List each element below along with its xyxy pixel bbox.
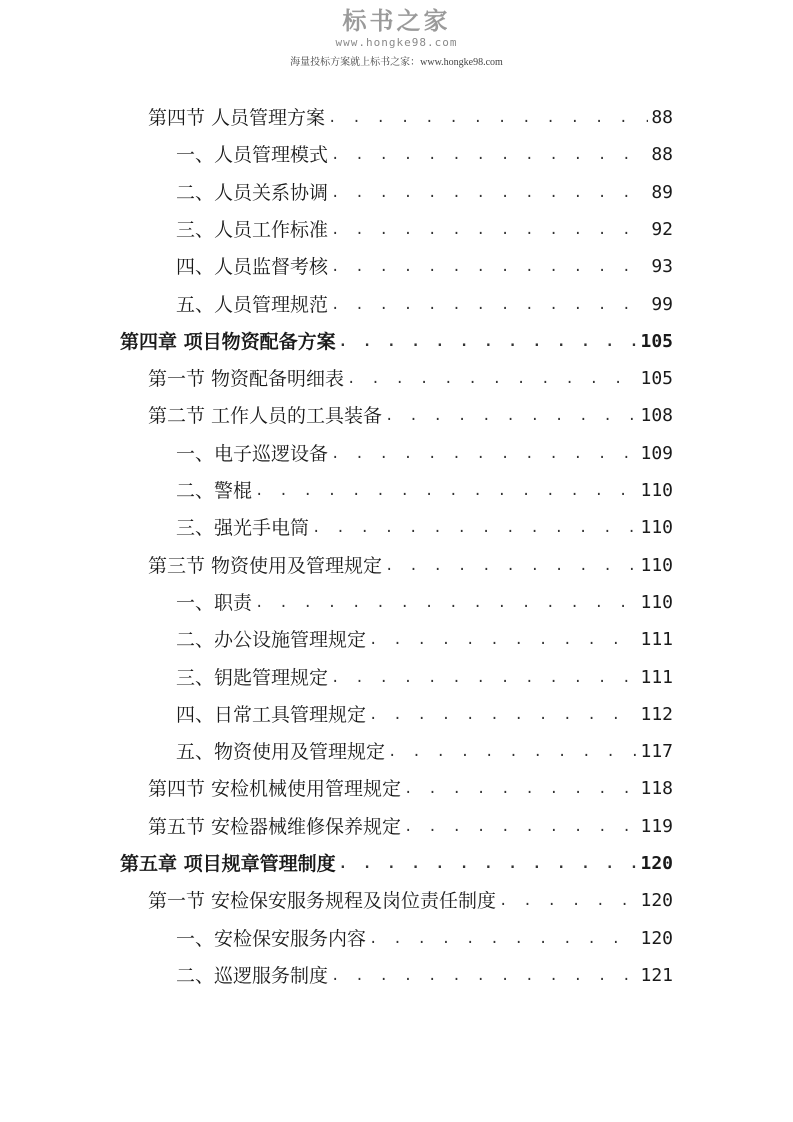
- toc-entry[interactable]: [176, 921, 673, 951]
- toc-leader-dots: [369, 927, 637, 951]
- toc-entry[interactable]: [176, 137, 673, 167]
- toc-entry[interactable]: [176, 697, 673, 727]
- toc-entry[interactable]: [148, 809, 673, 839]
- toc-leader-dots: [331, 964, 637, 988]
- toc-entry[interactable]: [148, 361, 673, 391]
- toc-entry-page: 105: [640, 368, 673, 390]
- toc-leader-dots: [331, 218, 648, 242]
- toc-leader-dots: [312, 516, 637, 540]
- toc-leader-dots: [255, 591, 637, 615]
- toc-entry[interactable]: [148, 548, 673, 578]
- toc-leader-dots: [331, 666, 637, 690]
- toc-entry-title: 第三节 物资使用及管理规定: [148, 554, 383, 577]
- toc-entry[interactable]: [176, 734, 673, 764]
- toc-leader-dots: [499, 889, 637, 913]
- toc-entry[interactable]: [176, 473, 673, 503]
- toc-entry-page: 88: [651, 107, 673, 128]
- toc-entry-page: 99: [651, 293, 673, 315]
- toc-leader-dots: [331, 143, 648, 167]
- toc-entry[interactable]: [176, 212, 673, 242]
- toc-entry[interactable]: [176, 510, 673, 540]
- toc-leader-dots: [339, 330, 638, 354]
- toc-leader-dots: [331, 442, 637, 466]
- toc-entry[interactable]: [148, 398, 673, 428]
- toc-leader-dots: [404, 777, 637, 801]
- toc-entry-title: 第四节 安检机械使用管理规定: [148, 778, 402, 801]
- toc-entry-title: 二、人员关系协调: [176, 181, 329, 204]
- toc-entry-title: 四、人员监督考核: [176, 256, 329, 279]
- toc-entry-page: 110: [640, 517, 673, 539]
- toc-leader-dots: [385, 404, 637, 428]
- toc-entry-page: 105: [640, 330, 673, 352]
- toc-leader-dots: [331, 293, 648, 317]
- toc-entry[interactable]: [176, 287, 673, 317]
- toc-entry[interactable]: [148, 771, 673, 801]
- toc-entry-page: 93: [651, 256, 673, 278]
- toc-entry-title: 一、电子巡逻设备: [176, 442, 329, 465]
- toc-entry-page: 121: [640, 964, 673, 986]
- toc-entry-page: 110: [640, 480, 673, 501]
- toc-entry[interactable]: [176, 622, 673, 652]
- toc-entry-page: 118: [640, 778, 673, 800]
- toc-entry-page: 92: [651, 218, 673, 240]
- toc-entry-page: 108: [640, 405, 673, 427]
- toc-entry-page: 119: [640, 815, 673, 837]
- toc-entry-title: 第一节 安检保安服务规程及岗位责任制度: [148, 890, 497, 913]
- toc-leader-dots: [328, 106, 648, 130]
- toc-entry[interactable]: [148, 883, 673, 913]
- toc-entry-page: 88: [651, 144, 673, 166]
- toc-entry[interactable]: [120, 324, 673, 354]
- toc-entry-title: 三、钥匙管理规定: [176, 666, 329, 689]
- toc-entry-page: 120: [640, 927, 673, 949]
- toc-entry-title: 第四章 项目物资配备方案: [120, 330, 336, 353]
- toc-entry-title: 第五节 安检器械维修保养规定: [148, 815, 402, 838]
- watermark-header: [0, 6, 793, 70]
- toc-entry[interactable]: [176, 436, 673, 466]
- toc-entry-title: 三、强光手电筒: [176, 517, 310, 540]
- toc-entry-title: 一、职责: [176, 591, 253, 614]
- toc-entry-page: 109: [640, 442, 673, 464]
- toc-leader-dots: [388, 740, 637, 764]
- toc-entry-title: 二、警棍: [176, 480, 253, 502]
- watermark-url: www.hongke98.com: [335, 36, 458, 49]
- watermark-tagline: 海量投标方案就上标书之家：www.hongke98.com: [290, 57, 503, 68]
- toc-entry-title: 四、日常工具管理规定: [176, 703, 367, 726]
- toc-entry[interactable]: [176, 585, 673, 615]
- toc-entry-page: 110: [640, 554, 673, 576]
- toc-leader-dots: [347, 367, 637, 391]
- toc-leader-dots: [385, 554, 637, 578]
- toc-entry[interactable]: [148, 100, 673, 130]
- toc-leader-dots: [331, 255, 648, 279]
- watermark-logo: 标书之家: [342, 6, 451, 35]
- toc-entry-title: 二、巡逻服务制度: [176, 964, 329, 987]
- toc-leader-dots: [404, 815, 637, 839]
- toc-entry[interactable]: [120, 846, 673, 876]
- toc-entry[interactable]: [176, 249, 673, 279]
- toc-leader-dots: [331, 181, 648, 205]
- toc-entry[interactable]: [176, 175, 673, 205]
- toc-entry-title: 第二节 工作人员的工具装备: [148, 405, 383, 428]
- toc-entry-title: 第五章 项目规章管理制度: [120, 853, 336, 875]
- toc-entry-page: 120: [640, 853, 673, 874]
- toc-entry-title: 三、人员工作标准: [176, 218, 329, 241]
- toc-entry-page: 112: [640, 703, 673, 725]
- toc-entry-title: 一、人员管理模式: [176, 144, 329, 167]
- toc-entry-title: 第一节 物资配备明细表: [148, 368, 345, 391]
- toc-entry[interactable]: [176, 660, 673, 690]
- toc-entry-page: 89: [651, 181, 673, 203]
- toc-leader-dots: [369, 628, 637, 652]
- toc-entry-page: 117: [640, 741, 673, 763]
- toc-entry-title: 五、物资使用及管理规定: [176, 741, 386, 764]
- toc-entry-title: 一、安检保安服务内容: [176, 927, 367, 950]
- toc-entry-page: 111: [640, 629, 673, 651]
- toc-leader-dots: [255, 479, 637, 503]
- toc-entry-page: 120: [640, 890, 673, 912]
- toc-entry-page: 111: [640, 666, 673, 688]
- toc-entry-title: 第四节 人员管理方案: [148, 107, 326, 129]
- toc-entry-title: 二、办公设施管理规定: [176, 629, 367, 652]
- toc-entry-page: 110: [640, 591, 673, 613]
- toc-leader-dots: [369, 703, 637, 727]
- toc-entry-title: 五、人员管理规范: [176, 293, 329, 316]
- toc-entry[interactable]: [176, 958, 673, 988]
- toc-leader-dots: [339, 852, 638, 876]
